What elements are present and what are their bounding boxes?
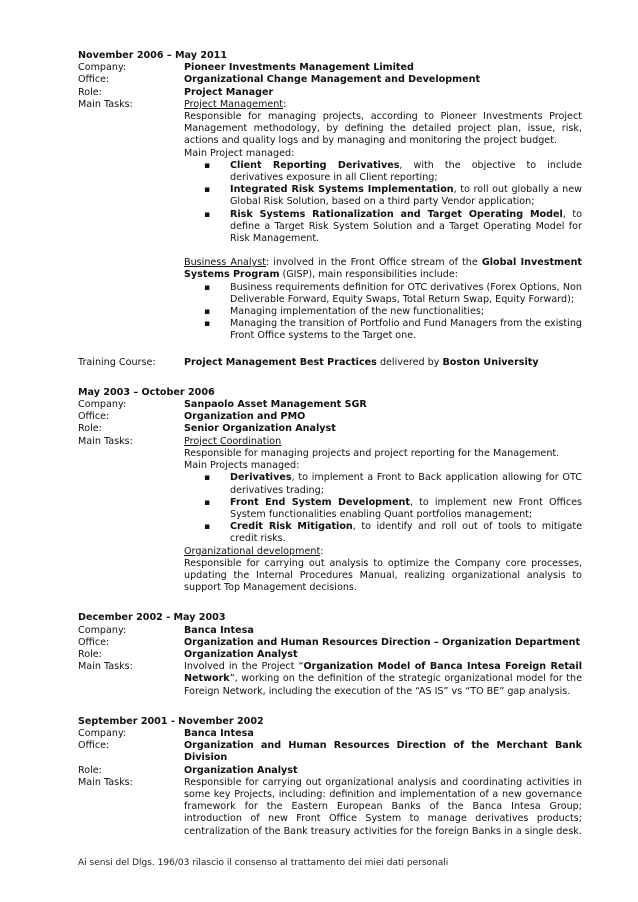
job1-ba-list bbox=[184, 282, 582, 343]
job1-pm-text: Responsible for managing projects, according to Pioneer Investments Project Management methodology, by defining the detailed project plan, issue, risk, actions and quality logs and by managing and monitoring the project budget. bbox=[184, 111, 582, 147]
privacy-footer: Ai sensi del Dlgs. 196/03 rilascio il consenso al trattamento dei miei dati personali bbox=[78, 858, 449, 868]
job2-company-row: Company: Sanpaolo Asset Management SGR bbox=[78, 399, 582, 411]
job4-role: Organization Analyst bbox=[184, 764, 298, 776]
job3-role-row: Role: Organization Analyst bbox=[78, 649, 582, 661]
job1-tasks-row bbox=[78, 99, 582, 343]
job1-pm-managed: Main Project managed: bbox=[184, 147, 295, 159]
list-item: ▪ Risk Systems Rationalization and Target Operating Model, to define a Target Risk System Solution and a Target Operating Model for Risk Management. bbox=[230, 209, 582, 246]
job2-role: Senior Organization Analyst bbox=[184, 423, 336, 435]
job1-dates: November 2006 – May 2011 bbox=[78, 50, 228, 61]
job2-pc-managed: Main Projects managed: bbox=[184, 460, 300, 472]
job1-project-list bbox=[184, 160, 582, 245]
job2-tasks-row: Main Tasks: Project Coordination Responsible for managing projects and project reporting for the Management. Main Projects managed: ▪ Derivatives, to implement a Front to Back application allowing for OTC derivatives trading; ▪ Front End System Development, to implement new Front Offices System functionalities enabling Quant portfolios management; ▪ Credit Risk Mitigation, to identify and roll out of tools to mitigate credit risks. Organizational development: Responsible for carrying out analysis to optimize the Company core processes, updating the Internal Procedures Manual, realizing organizational analysis to support Top Management decisions. bbox=[78, 436, 582, 595]
job2-od-text: Responsible for carrying out analysis to optimize the Company core processes, updating the Internal Procedures Manual, realizing organizational analysis to support Top Management decisions. bbox=[184, 557, 582, 594]
company-label: Company: bbox=[78, 62, 127, 74]
job4-company-row: Company: Banca Intesa bbox=[78, 728, 582, 740]
list-item: ▪ Managing the transition of Portfolio and Fund Managers from the existing Front Office systems to the Target one. bbox=[230, 318, 582, 342]
job3-dates: December 2002 - May 2003 bbox=[78, 612, 226, 624]
job2-pc-text: Responsible for managing projects and project reporting for the Management. bbox=[184, 447, 560, 459]
job2-office-row: Office: Organization and PMO bbox=[78, 411, 582, 423]
job3-office-row: Office: Organization and Human Resources Direction – Organization Department bbox=[78, 636, 581, 648]
list-item: ▪ Client Reporting Derivatives, with the objective to include derivatives exposure in all Client reporting; bbox=[230, 160, 582, 184]
job1-tasks bbox=[184, 99, 582, 343]
job4-tasks: Responsible for carrying out organizational analysis and coordinating activities in some key Projects, including: definition and implementation of a new governance framework for the Eastern European Banks of the Banca Intesa Group; introduction of new Front Office System to manage derivatives products; centralization of the Bank treasury activities for the foreign Banks in a single desk. bbox=[184, 776, 582, 837]
job1-role: Project Manager bbox=[184, 86, 274, 98]
job1-pm-line: Project Management: bbox=[184, 98, 287, 110]
job1-company: Pioneer Investments Management Limited bbox=[184, 62, 414, 74]
job1-office-row bbox=[78, 74, 582, 86]
job2-tasks bbox=[184, 436, 582, 595]
list-item: ▪ Business requirements definition for OTC derivatives (Forex Options, Non Deliverable Forward, Equity Swaps, Total Return Swap, Equity Forward); bbox=[230, 282, 582, 306]
training-text: Project Management Best Practices delivered by Boston University bbox=[184, 356, 539, 368]
job2-role-row: Role: Senior Organization Analyst bbox=[78, 423, 582, 435]
job1-role-row bbox=[78, 87, 582, 99]
main-tasks-label: Main Tasks: bbox=[78, 98, 133, 110]
job4-company: Banca Intesa bbox=[184, 727, 254, 739]
office-label: Office: bbox=[78, 74, 110, 86]
training-label: Training Course: bbox=[78, 356, 156, 368]
list-item: ▪ Derivatives, to implement a Front to Back application allowing for OTC derivatives trading; bbox=[230, 472, 582, 496]
job1-ba-paragraph: Business Analyst: involved in the Front Office stream of the Global Investment Systems Program (GISP), main responsibilities include: bbox=[184, 257, 582, 281]
job2-office: Organization and PMO bbox=[184, 411, 306, 423]
job4-office: Organization and Human Resources Direction of the Merchant Bank Division bbox=[184, 740, 582, 764]
job4-dates: September 2001 - November 2002 bbox=[78, 715, 264, 727]
job1-pm-heading: Project Management bbox=[184, 98, 284, 110]
job2-pc-heading: Project Coordination bbox=[184, 435, 282, 447]
job3-role: Organization Analyst bbox=[184, 648, 298, 660]
job3-company: Banca Intesa bbox=[184, 624, 254, 636]
job4-tasks-row: Main Tasks: Responsible for carrying out organizational analysis and coordinating activities in some key Projects, including: definition and implementation of a new governance framework for the Eastern European Banks of the Banca Intesa Group; introduction of new Front Office System to manage derivatives products; centralization of the Bank treasury activities for the foreign Banks in a single desk. bbox=[78, 776, 582, 837]
job2-project-list bbox=[184, 472, 582, 545]
list-item: ▪ Managing implementation of the new functionalities; bbox=[230, 306, 582, 318]
job3-tasks: Involved in the Project “Organization Model of Banca Intesa Foreign Retail Network”, working on the definition of the strategic organizational model for the Foreign Network, including the execution of the “AS IS” vs “TO BE” gap analysis. bbox=[184, 661, 582, 697]
job3-company-row: Company: Banca Intesa bbox=[78, 625, 582, 637]
job4-office-row: Office: Organization and Human Resources Direction of the Merchant Bank Division bbox=[78, 740, 582, 764]
list-item: ▪ Front End System Development, to implement new Front Offices System functionalities enabling Quant portfolios management; bbox=[230, 497, 582, 521]
training-row bbox=[78, 357, 582, 369]
job1-company-row bbox=[78, 62, 582, 74]
job2-od-line: Organizational development: bbox=[184, 545, 324, 557]
list-item: ▪ Integrated Risk Systems Implementation, to roll out globally a new Global Risk Solution, based on a third party Vendor application; bbox=[230, 184, 582, 208]
role-label: Role: bbox=[78, 86, 102, 98]
job1-office: Organizational Change Management and Development bbox=[184, 74, 481, 86]
job4-role-row: Role: Organization Analyst bbox=[78, 765, 582, 777]
job3-office: Organization and Human Resources Direction – Organization Department bbox=[184, 636, 581, 648]
job2-dates: May 2003 – October 2006 bbox=[78, 386, 215, 398]
cv-page bbox=[78, 50, 582, 838]
job3-tasks-row: Main Tasks: Involved in the Project “Organization Model of Banca Intesa Foreign Retail Network”, working on the definition of the strategic organizational model for the Foreign Network, including the execution of the “AS IS” vs “TO BE” gap analysis. bbox=[78, 661, 582, 697]
list-item: ▪ Credit Risk Mitigation, to identify and roll out of tools to mitigate credit risks. bbox=[230, 521, 582, 545]
job2-company: Sanpaolo Asset Management SGR bbox=[184, 399, 367, 411]
